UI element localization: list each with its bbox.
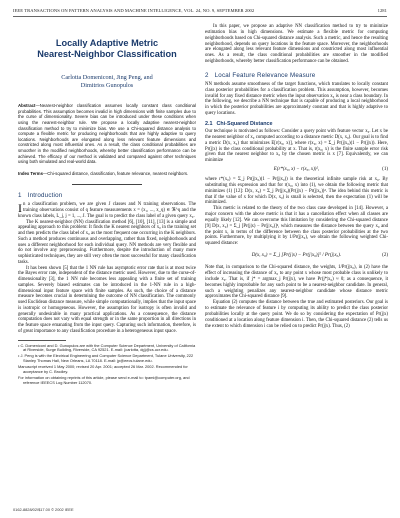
subsection-paragraph-2: where r*(x₀) = Σ_j Pr(j|x₀)(1 − Pr(j|x₀)) is the theoretical infinite sample risk at x₀. By substituting this expression and that for r(x₀, x) into (1), we obtain the following metric that minimizes (1) [12]: D(x, x₀) = Σ_j Pr(j|x₀)(Pr(j|x) − Pr(j|x₀))². The idea behind this metric is that if the value of x for which D(x, x₀) is small is selected, then the expectation (1) will be minimized.: [205, 177, 388, 206]
equation-1: [205, 166, 388, 175]
footnote-reprints: For information on obtaining reprints of this article, please send e-mail to: tpami@computer.org, and reference IEEECS Log Number 112070.: [18, 375, 190, 385]
abstract-text: —Nearest-neighbor classification assumes locally constant class conditional probabilities. This assumption becomes invalid in high dimensions with finite samples due to the curse of dimensionality. Severe bias can be introduced under these conditions when using the nearest-neighbor rule. We propose a locally adaptive nearest-neighbor classification method to try to minimize bias. We use a Chi-squared distance analysis to compute a flexible metric for producing neighborhoods that are highly adaptive to query locations. Neighborhoods are elongated along less relevant feature dimensions and constricted along most influential ones. As a result, the class conditional probabilities are smoother in the modified neighborhoods, whereby better classification performance can be achieved. The efficacy of our method is validated and compared against other techniques using both simulated and real-world data.: [18, 103, 196, 165]
footnote-affiliation-2: • J. Peng is with the Electrical Engineering and Computer Science Department, Tulane University, 222 Stanley Thomas Hall, New Orleans, LA 70118. E-mail: jp@eecs.tulane.edu.: [18, 353, 194, 364]
section-2-heading: [205, 72, 388, 79]
footnotes: [18, 344, 196, 386]
index-terms-text: —Chi-squared distance, classification, feature relevance, nearest neighbors.: [43, 170, 189, 176]
footnote-affiliation-1: • C. Domeniconi and D. Gunopulos are with the Computer Science Department, University of California at Riverside, Surge Building, Riverside, CA 92521. E-mail: {carlotta, dg}@cs.ucr.edu.: [18, 342, 196, 353]
journal-header: IEEE TRANSACTIONS ON PATTERN ANALYSIS AND MACHINE INTELLIGENCE, VOL. 24, NO. 9, SEPTEMBER 2002: [13, 8, 255, 13]
header-rule: [13, 16, 387, 17]
author-list: [18, 74, 196, 89]
abstract-separator: [72, 184, 142, 185]
authors-line-2: Dimitrios Gunopulos: [80, 81, 134, 89]
running-head: [13, 8, 387, 16]
subsection-paragraph-5: Equation (2) computes the distance between the true and estimated posteriors. Our goal is to estimate the relevance of feature i by computing its ability to predict the class posterior probabilities locally at the query point. We do so by considering the expectation of Pr(j|x) conditioned at a location along feature dimension i. Then, the Chi-squared distance (2) tells us the extent to which dimension i can be relied on to predict Pr(j|x). Thus, (2): [205, 300, 388, 329]
authors-line-1: Carlotta Domeniconi, Jing Peng, and: [61, 74, 153, 81]
subsection-paragraph-4: Note that, in comparison to the Chi-squared distance, the weights, 1/Pr(j|x₀), in (2) have the effect of increasing the distance of x₀ to any point x whose most probable class is unlikely to include x₀. That is, if j* = argmax_j Pr(j|x), we have Pr(j*|x₀) ≈ 0; as a consequence, it becomes highly improbable for any such point to be a nearest-neighbor candidate. In general, such a weighting penalizes any nearest-neighbor candidate whose distance metric approximates the Chi-squared distance [9].: [205, 265, 388, 300]
subsection-2-1-body: [205, 129, 388, 329]
intro-paragraph-1: In a classification problem, we are given J classes and N training observations. The training observations consist of q feature measurements x = (x₁, ..., x_q) ∈ ℜ^q and the known class labels, L_j, j = 1, ..., J. The goal is to predict the class label of a given query x₀.: [18, 201, 196, 219]
intro-paragraph-4: In this paper, we propose an adaptive NN classification method to try to minimize estimation bias in high dimensions. We estimate a flexible metric for computing neighborhoods based on Chi-squared distance analysis. Such a metric, and hence the resulting neighborhood, depends on query locations in the feature space. Moreover, the neighborhoods are elongated along less relevant feature dimensions and constricted along most influential ones. As a result, the class conditional probabilities are smoother in the modified neighborhoods, whereby better classification performance can be obtained.: [205, 24, 388, 65]
subsection-2-1-heading: [205, 121, 388, 127]
page-number: 1281: [377, 8, 387, 13]
section-2-body: [205, 82, 388, 117]
subsection-2-1-number: 2.1: [205, 120, 213, 127]
intro-paragraph-3: It has been shown [5] that the 1 NN rule has asymptotic error rate that is at most twice the Bayes error rate, independent of the distance metric used. However, due to the curse-of-dimensionality [3], the 1 NN rule becomes less appealing with a finite set of training samples. Severely biased estimates can be introduced in the 1-NN rule in a high-dimensional input feature space with finite samples. As such, the choice of a distance measure becomes crucial in determining the outcome of NN classification. The commonly used Euclidean distance measure, while simple computationally, implies that the input space is isotropic or homogeneous. However, the assumption for isotropy is often invalid and generally undesirable in many practical applications. As a consequence, the distance computation does not vary with equal strength or in the same proportion in all directions in the feature space emanating from the input query. Capturing such information, therefore, is of great importance to any classification procedure in a heterogeneous input space.: [18, 265, 196, 334]
left-column: [18, 24, 196, 387]
footnote-received: Manuscript received 1 May 2000; revised 20 Apr. 2001; accepted 26 Mar. 2002. Recommended for acceptance by C. Brodley.: [18, 364, 188, 375]
right-column: [205, 24, 388, 329]
copyright-code: 0162-8828/02/$17.00 © 2002 IEEE: [13, 507, 74, 512]
equation-1-number: (1): [382, 167, 388, 173]
subsection-paragraph-1: Our technique is motivated as follows: Consider a query point with feature vector x₀. Let x be the nearest neighbor of x₀ computed according to a distance metric D(x, x₀). Our goal is to find a metric D(x, x₀) that minimizes E[r(x₀, x)], where r(x₀, x) = Σ_j Pr(j|x₀)(1 − Pr(j|x)). Here, Pr(j|x) is the class conditional probability at x. That is, r(x₀, x) is the finite sample error risk given that the nearest neighbor to x₀ by the chosen metric is x [7]. Equivalently, we can minimize: [205, 128, 388, 164]
section-2-number: 2: [205, 71, 209, 79]
subsection-2-1-title: Chi-Squared Distance: [216, 120, 273, 127]
right-intro-body: [205, 24, 388, 65]
title-line-1: Locally Adaptive Metric: [55, 38, 159, 48]
section-1-heading: [18, 192, 196, 199]
index-terms: [18, 171, 196, 177]
abstract-label: Abstract: [18, 103, 36, 109]
intro-body: [18, 202, 196, 334]
section-2-title: Local Feature Relevance Measure: [214, 71, 316, 79]
title-line-2: Nearest-Neighbor Classification: [37, 49, 177, 59]
footnote-rule: [18, 340, 66, 341]
section-1-title: Introduction: [27, 192, 63, 200]
equation-2-expression: D(x, x₀) = Σ_j [Pr(j|x) − Pr(j|x₀)]² / Pr(j|x₀).: [251, 253, 342, 259]
equation-2-number: (2): [382, 253, 388, 259]
abstract: [18, 103, 196, 165]
subsection-paragraph-3: This metric is related to the theory of the two class case developed in [14]. However, a major concern with the above metric is that it has a cancellation effect when all classes are equally likely [12]. We can overcome this limitation by considering the Chi-squared distance [9] D(x, x₀) = Σ_j [Pr(j|x) − Pr(j|x₀)]², which measures the distance between the query x₀ and the point x, in terms of the difference between the class posterior probabilities at the two points. Furthermore, by multiplying it by 1/Pr(j|x₀), we obtain the following weighted Chi-squared distance:: [205, 206, 388, 247]
index-terms-label: Index Terms: [18, 170, 43, 176]
section-2-paragraph-1: NN methods assume smoothness of the target functions, which translates to locally constant class posterior probabilities for a classification problem. This assumption, however, becomes invalid for any fixed distance metric when the input observation x₀ is near a class boundary. In the following, we describe a NN technique that is capable of producing a local neighborhood in which the posterior probabilities are approximately constant and that is highly adaptive to query locations.: [205, 81, 388, 117]
section-1-number: 1: [18, 192, 22, 200]
equation-1-expression: E(r*(x₀, x) − r(x₀, x))²,: [273, 167, 320, 173]
paper-title: [18, 38, 196, 60]
equation-2: [205, 249, 388, 263]
drop-cap: I: [18, 201, 22, 216]
intro-paragraph-2: The K nearest-neighbor (NN) classification method [6], [10], [11], [13] is a simple and appealing approach to this problem: It finds the K nearest neighbors of x₀ in the training set and then predicts the class label of x₀ as the most frequent one occurring in the K neighbors. Such a method produces continuous and overlapping, rather than fixed, neighborhoods and uses a different neighborhood for each individual query. NN methods are very flexible and do not involve any preprocessing. Furthermore, despite the introduction of many more sophisticated techniques, they are still very often the most successful for many classification tasks.: [18, 219, 196, 265]
